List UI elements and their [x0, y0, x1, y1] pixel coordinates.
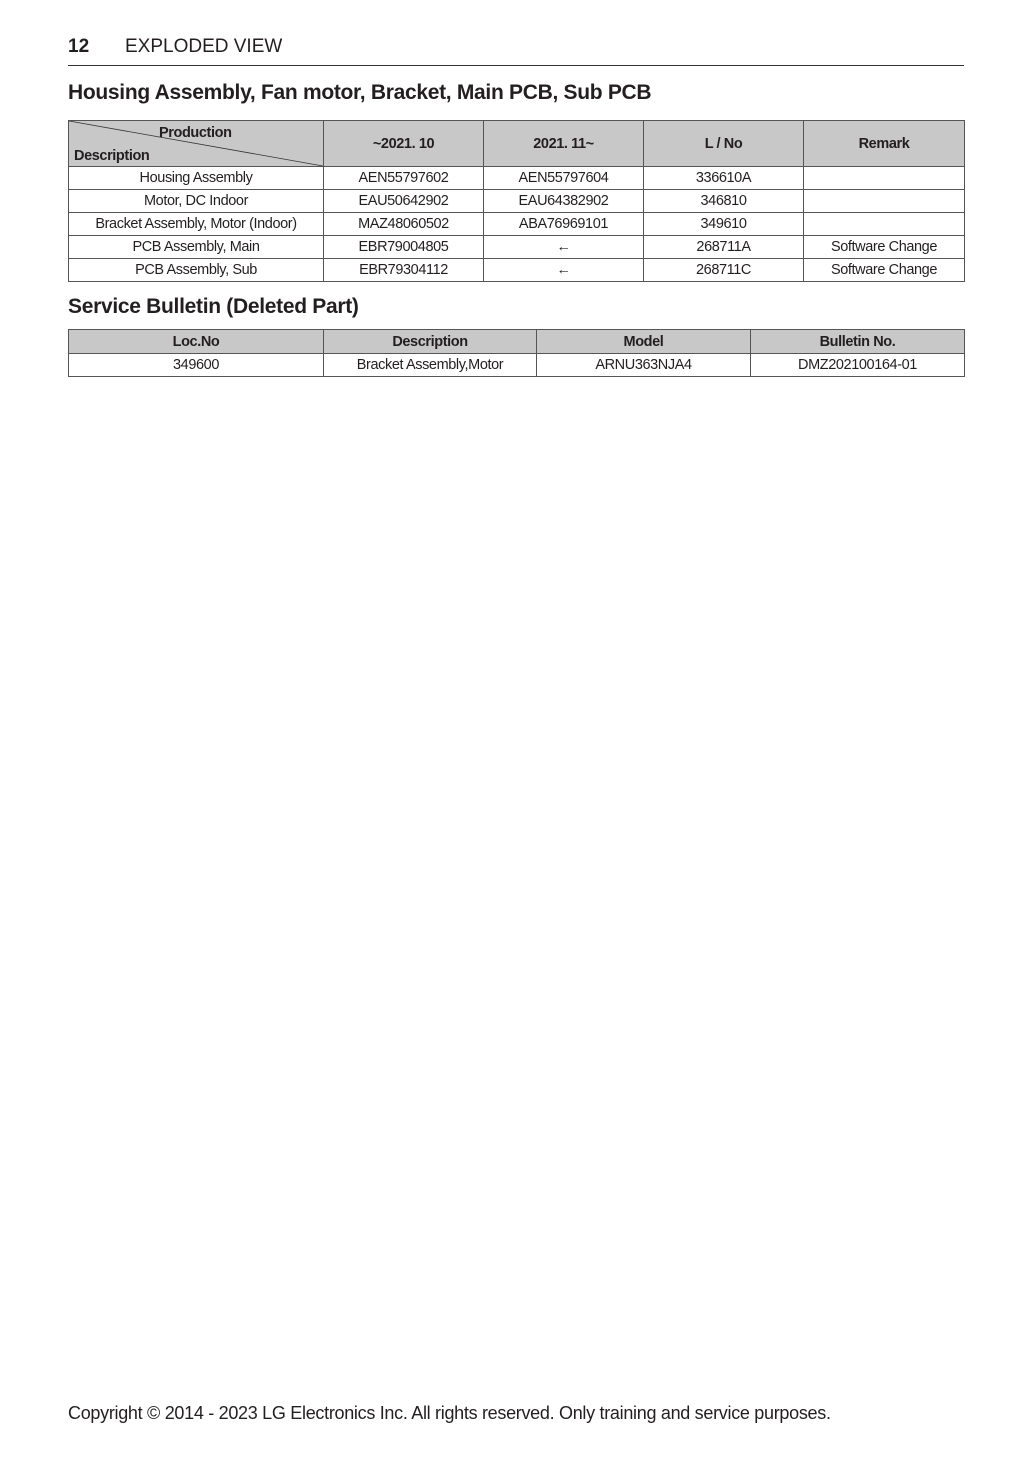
table-cell: ARNU363NJA4 — [537, 354, 751, 377]
table-cell: 268711A — [644, 236, 804, 259]
table-cell: DMZ202100164-01 — [751, 354, 965, 377]
table-cell: AEN55797604 — [484, 167, 644, 190]
table-row — [69, 259, 965, 282]
table-cell: ← — [484, 236, 644, 259]
column-header: L / No — [644, 121, 804, 167]
table-cell: Bracket Assembly, Motor (Indoor) — [69, 213, 324, 236]
column-header: Bulletin No. — [751, 330, 965, 354]
table-cell — [804, 190, 965, 213]
table-cell: 349610 — [644, 213, 804, 236]
table-cell: PCB Assembly, Main — [69, 236, 324, 259]
table-cell: Software Change — [804, 236, 965, 259]
table-cell — [804, 213, 965, 236]
table-row — [69, 167, 965, 190]
table-cell: 349600 — [69, 354, 324, 377]
bulletin-table — [68, 329, 965, 377]
table-cell: EAU50642902 — [324, 190, 484, 213]
table-header-row — [69, 121, 965, 167]
table-row — [69, 190, 965, 213]
table-cell: ABA76969101 — [484, 213, 644, 236]
table-cell: 346810 — [644, 190, 804, 213]
table-cell: ← — [484, 259, 644, 282]
table-cell: Software Change — [804, 259, 965, 282]
table-cell: Motor, DC Indoor — [69, 190, 324, 213]
column-header: Description — [324, 330, 537, 354]
parts-table — [68, 120, 965, 282]
copyright-footer: Copyright © 2014 - 2023 LG Electronics Inc. All rights reserved. Only training and service purposes. — [68, 1403, 831, 1423]
column-header: 2021. 11~ — [484, 121, 644, 167]
table-cell: EAU64382902 — [484, 190, 644, 213]
page-header — [68, 34, 964, 66]
column-header: ~2021. 10 — [324, 121, 484, 167]
header-title: EXPLODED VIEW — [125, 36, 283, 57]
column-header: Remark — [804, 121, 965, 167]
table-cell: EBR79004805 — [324, 236, 484, 259]
column-header: Loc.No — [69, 330, 324, 354]
table-cell: Bracket Assembly,Motor — [324, 354, 537, 377]
section-title-bulletin: Service Bulletin (Deleted Part) — [68, 295, 359, 318]
table-cell: 336610A — [644, 167, 804, 190]
table-row — [69, 236, 965, 259]
table-header-row — [69, 330, 965, 354]
table-cell: 268711C — [644, 259, 804, 282]
table-cell: Housing Assembly — [69, 167, 324, 190]
page-number: 12 — [68, 36, 90, 57]
table-cell: MAZ48060502 — [324, 213, 484, 236]
table-row — [69, 213, 965, 236]
section-title-housing: Housing Assembly, Fan motor, Bracket, Main PCB, Sub PCB — [68, 81, 652, 104]
table-cell — [804, 167, 965, 190]
column-header: Model — [537, 330, 751, 354]
table-cell: PCB Assembly, Sub — [69, 259, 324, 282]
table-cell: AEN55797602 — [324, 167, 484, 190]
table-row — [69, 354, 965, 377]
corner-header-cell — [69, 121, 324, 167]
corner-label-description: Description — [74, 148, 150, 164]
table-cell: EBR79304112 — [324, 259, 484, 282]
corner-label-production: Production — [159, 125, 232, 141]
